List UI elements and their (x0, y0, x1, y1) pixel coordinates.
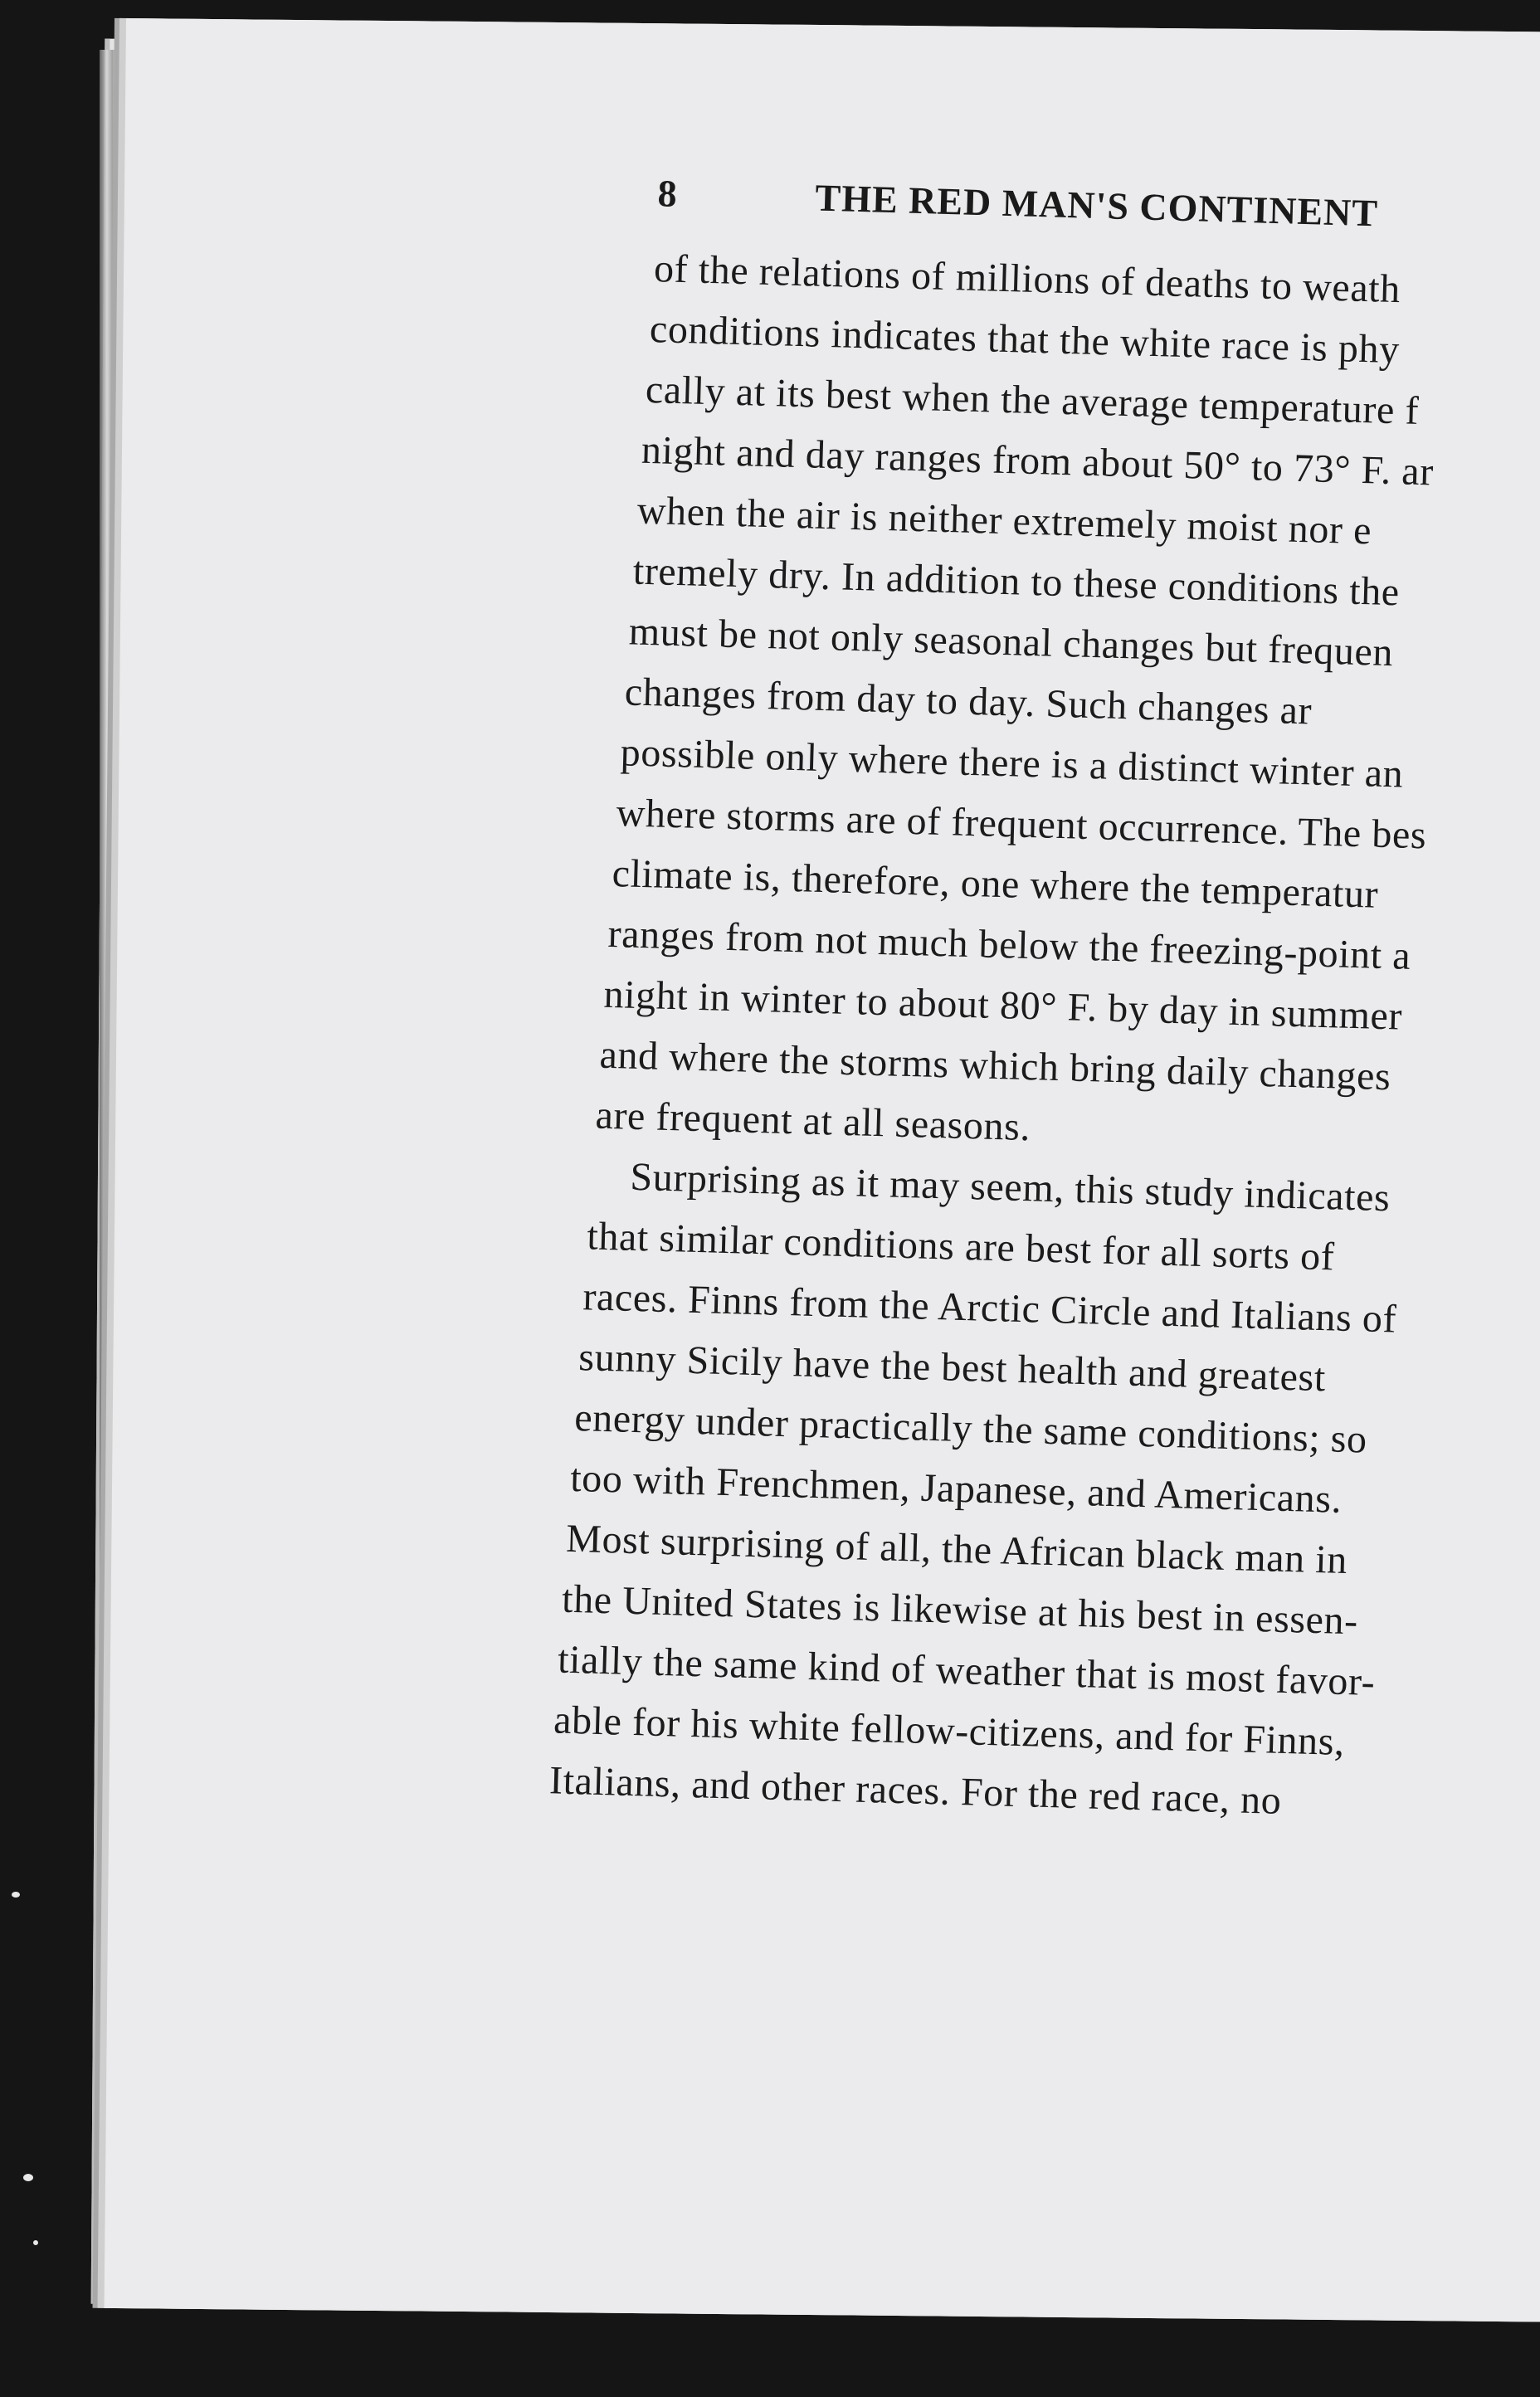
body-line: climate is, therefore, one where the temperatur (612, 850, 1379, 917)
body-line: tremely dry. In addition to these conditions the (632, 548, 1401, 615)
body-line: able for his white fellow-citizens, and for Finns, (553, 1698, 1346, 1765)
body-line: night and day ranges from about 50° to 73° F. ar (641, 427, 1435, 495)
body-line: where storms are of frequent occurrence. The bes (616, 791, 1427, 858)
body-line: when the air is neither extremely moist nor e (636, 488, 1372, 553)
running-head-title: THE RED MAN'S CONTINENT (814, 176, 1379, 235)
body-line: tially the same kind of weather that is most favor- (557, 1637, 1377, 1705)
body-line: Most surprising of all, the African black man in (565, 1516, 1348, 1583)
body-line: Surprising as it may seem, this study indicates (629, 1154, 1391, 1220)
body-line: are frequent at all seasons. (594, 1093, 1031, 1150)
body-line: sunny Sicily have the best health and greatest (578, 1335, 1327, 1401)
body-line: energy under practically the same conditions; so (573, 1395, 1368, 1462)
body-line: conditions indicates that the white race is phy (649, 307, 1401, 373)
body-line: cally at its best when the average temperature f (645, 367, 1420, 433)
page-number: 8 (656, 172, 679, 215)
body-line: night in winter to about 80° F. by day in summer (602, 972, 1403, 1039)
body-line: too with Frenchmen, Japanese, and Americans. (569, 1455, 1343, 1522)
body-line: changes from day to day. Such changes ar (624, 670, 1313, 733)
body-line: of the relations of millions of deaths to weath (653, 246, 1401, 312)
body-line: and where the storms which bring daily changes (598, 1032, 1392, 1099)
body-line: must be not only seasonal changes but frequen (628, 609, 1394, 675)
body-line: races. Finns from the Arctic Circle and Italians of (582, 1274, 1397, 1342)
body-line: ranges from not much below the freezing-point a (607, 911, 1411, 978)
body-line: Italians, and other races. For the red race, no (548, 1758, 1283, 1823)
body-line: possible only where there is a distinct winter an (620, 730, 1405, 797)
body-line: that similar conditions are best for all sorts of (586, 1214, 1336, 1279)
body-line: the United States is likewise at his best in essen- (561, 1576, 1359, 1644)
running-head (657, 171, 1379, 235)
